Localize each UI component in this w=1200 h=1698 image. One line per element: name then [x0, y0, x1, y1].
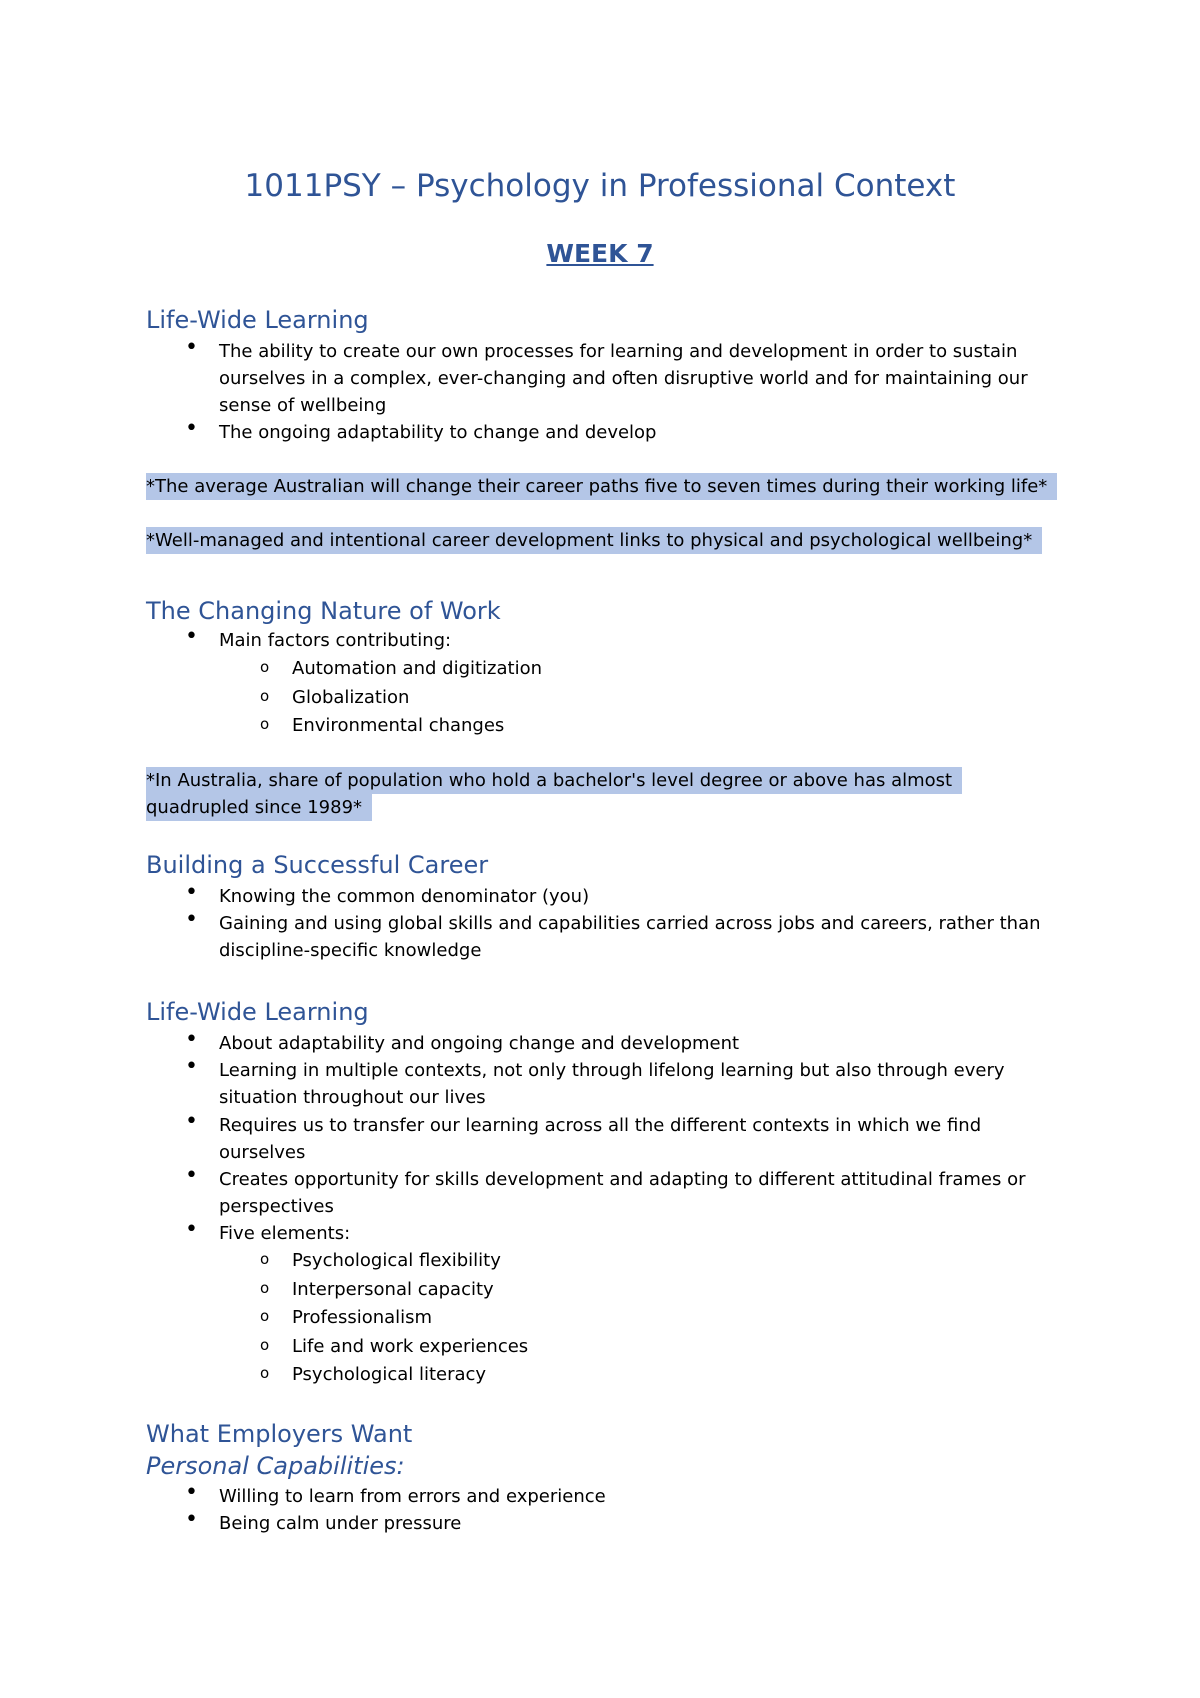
document-title: 1011PSY – Psychology in Professional Context [244, 168, 956, 204]
list-item: • Requires us to transfer our learning across all the different contexts in which we find ourselves [219, 1112, 1049, 1166]
list-item: • Creates opportunity for skills development and adapting to different attitudinal frames or perspectives [219, 1166, 1049, 1220]
list-item: • Learning in multiple contexts, not only through lifelong learning but also through every situation throughout our lives [219, 1057, 1049, 1111]
sub-list-item: o Professionalism [292, 1304, 1052, 1331]
sub-list-item: o Psychological flexibility [292, 1247, 1052, 1274]
note-text: *In Australia, share of population who hold a bachelor's level degree or above has almost [146, 767, 962, 794]
list-item: • The ability to create our own processes for learning and development in order to sustain ourselves in a complex, ever-changing and often disruptive world and for maintaining our sense of wellbeing [219, 338, 1049, 419]
list-item: • About adaptability and ongoing change and development [219, 1030, 1049, 1057]
note-text: quadrupled since 1989* [146, 794, 372, 821]
list-item: • Gaining and using global skills and capabilities carried across jobs and careers, rather than discipline-specific knowledge [219, 910, 1049, 964]
sub-list-item: o Psychological literacy [292, 1361, 1052, 1388]
week-heading: WEEK 7 [546, 239, 654, 268]
list-item: • Main factors contributing: [219, 627, 1049, 654]
list-item: • Five elements: [219, 1220, 1049, 1247]
section-heading-changing-nature: The Changing Nature of Work [146, 597, 501, 625]
section-heading-life-wide-learning: Life-Wide Learning [146, 306, 369, 334]
sub-list-item: o Automation and digitization [292, 655, 1052, 682]
subheading-personal-capabilities: Personal Capabilities: [146, 1452, 405, 1480]
sub-list-item: o Life and work experiences [292, 1333, 1052, 1360]
note-text: *Well-managed and intentional career development links to physical and psychological wellbeing* [146, 527, 1042, 554]
highlighted-note [146, 794, 372, 821]
section-heading-successful-career: Building a Successful Career [146, 851, 489, 879]
sub-list-item: o Globalization [292, 684, 1052, 711]
highlighted-note [146, 527, 1042, 554]
section-heading-employers-want: What Employers Want [146, 1420, 413, 1448]
note-text: *The average Australian will change their career paths five to seven times during their working life* [146, 473, 1057, 500]
list-item: • The ongoing adaptability to change and develop [219, 419, 1049, 446]
sub-list-item: o Interpersonal capacity [292, 1276, 1052, 1303]
highlighted-note [146, 767, 962, 794]
list-item: • Willing to learn from errors and experience [219, 1483, 1049, 1510]
section-heading-life-wide-learning-2: Life-Wide Learning [146, 998, 369, 1026]
list-item: • Being calm under pressure [219, 1510, 1049, 1537]
list-item: • Knowing the common denominator (you) [219, 883, 1049, 910]
highlighted-note [146, 473, 1057, 500]
sub-list-item: o Environmental changes [292, 712, 1052, 739]
